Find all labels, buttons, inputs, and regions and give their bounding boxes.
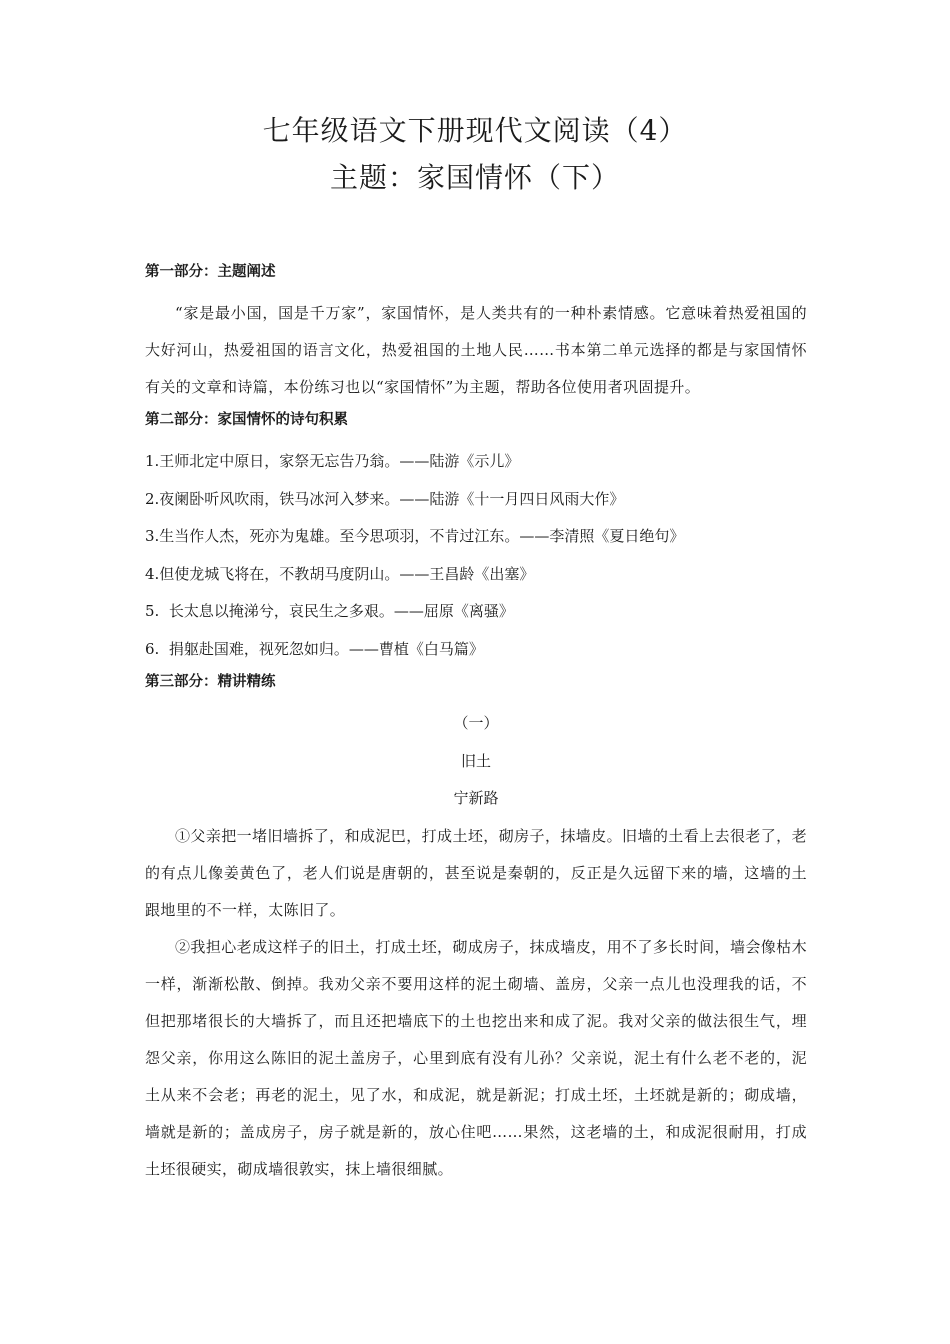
part1-paragraph: “家是最小国，国是千万家”，家国情怀，是人类共有的一种朴素情感。它意味着热爱祖国的大好河山，热爱祖国的语言文化，热爱祖国的土地人民……书本第二单元选择的都是与家国情怀有关的文章和诗篇，本份练习也以“家国情怀”为主题，帮助各位使用者巩固提升。 bbox=[145, 304, 807, 396]
poem-line-4: 4.但使龙城飞将在，不教胡马度阴山。——王昌龄《出塞》 bbox=[145, 564, 535, 583]
document-title: 七年级语文下册现代文阅读（4） bbox=[262, 114, 688, 147]
section-number: （一） bbox=[453, 714, 499, 732]
poem-line-2: 2.夜阑卧听风吹雨，铁马冰河入梦来。——陆游《十一月四日风雨大作》 bbox=[145, 489, 625, 508]
article-title: 旧土 bbox=[460, 751, 491, 770]
part3-heading: 第三部分：精讲精练 bbox=[145, 674, 276, 690]
poem-line-5: 5. 长太息以掩涕兮，哀民生之多艰。——屈原《离骚》 bbox=[145, 602, 514, 620]
part2-heading: 第二部分：家国情怀的诗句积累 bbox=[145, 412, 348, 428]
poem-line-3: 3.生当作人杰，死亦为鬼雄。至今思项羽，不肯过江东。——李清照《夏日绝句》 bbox=[145, 527, 685, 545]
article-paragraph-2: ②我担心老成这样子的旧土，打成土坯，砌成房子，抹成墙皮，用不了多长时间，墙会像枯木一样，渐渐松散、倒掉。我劝父亲不要用这样的泥土砌墙、盖房，父亲一点儿也没理我的话，不但把那堵很长的大墙拆了，而且还把墙底下的土也挖出来和成了泥。我对父亲的做法很生气，埋怨父亲，你用这么陈旧的泥土盖房子，心里到底有没有儿孙？父亲说，泥土有什么老不老的，泥土从来不会老；再老的泥土，见了水，和成泥，就是新泥；打成土坯，土坯就是新的；砌成墙，墙就是新的；盖成房子，房子就是新的，放心住吧……果然，这老墙的土，和成泥很耐用，打成土坯很硬实，砌成墙很敦实，抹上墙很细腻。 bbox=[145, 937, 807, 1178]
document-body bbox=[145, 258, 807, 1188]
article-author: 宁新路 bbox=[453, 789, 499, 807]
poem-line-6: 6. 捐躯赴国难，视死忽如归。——曹植《白马篇》 bbox=[145, 639, 484, 658]
poem-line-1: 1.王师北定中原日，家祭无忘告乃翁。——陆游《示儿》 bbox=[145, 452, 520, 470]
article-paragraph-1: ①父亲把一堵旧墙拆了，和成泥巴，打成土坯，砌房子，抹墙皮。旧墙的土看上去很老了，老的有点儿像姜黄色了，老人们说是唐朝的，甚至说是秦朝的，反正是久远留下来的墙，这墙的土跟地里的不一样，太陈旧了。 bbox=[145, 826, 807, 919]
document-subtitle: 主题：家国情怀（下） bbox=[329, 161, 620, 194]
part1-heading: 第一部分：主题阐述 bbox=[145, 264, 276, 280]
